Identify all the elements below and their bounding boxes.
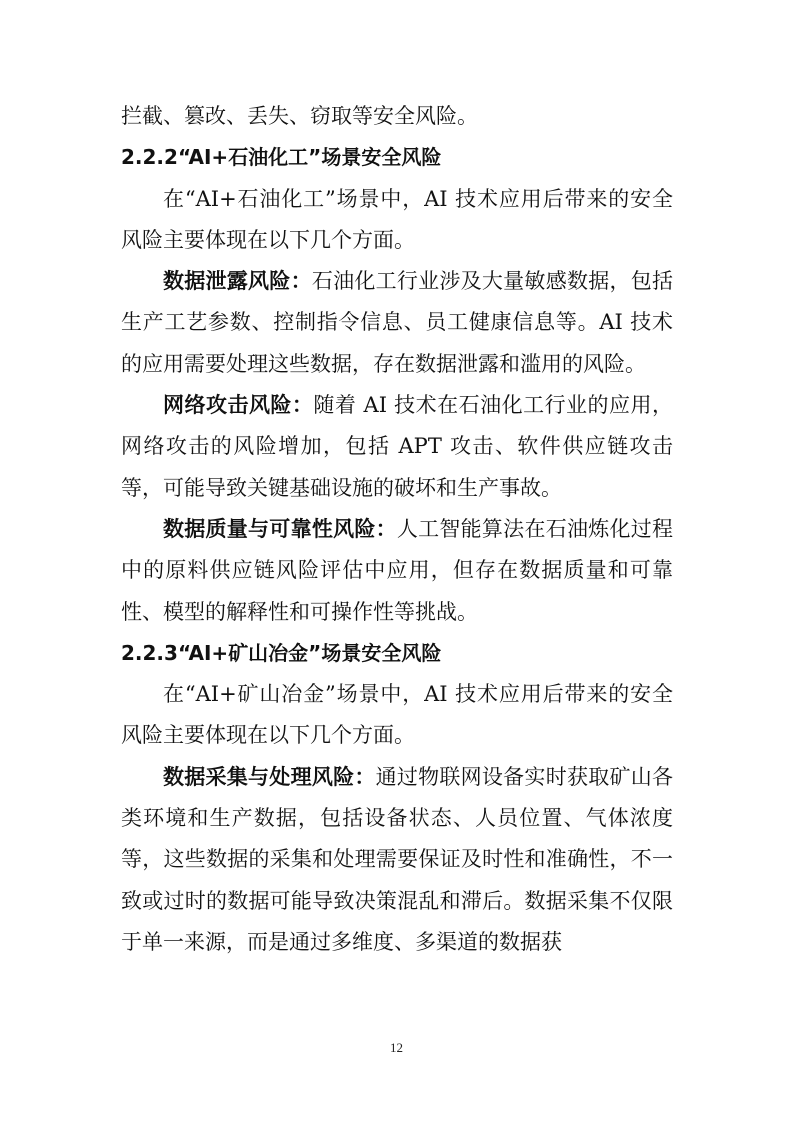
network-attack-risk-text: 随着 AI 技术在石油化工行业的应用，网络攻击的风险增加，包括 APT 攻击、软件供应链攻击等，可能导致关键基础设施的破坏和生产事故。 [121, 393, 673, 500]
data-collection-risk-text: 通过物联网设备实时获取矿山各类环境和生产数据，包括设备状态、人员位置、气体浓度等，这些数据的采集和处理需要保证及时性和准确性，不一致或过时的数据可能导致决策混乱和滞后。数据采集不仅限于单一来源，而是通过多维度、多渠道的数据获 [121, 764, 673, 954]
paragraph-network-attack-risk [121, 385, 673, 509]
network-attack-risk-label: 网络攻击风险： [163, 393, 314, 418]
paragraph-continuation: 拦截、篡改、丢失、窃取等安全风险。 [121, 104, 478, 128]
paragraph-data-leak-risk [121, 261, 673, 385]
paragraph-intro-petrochemical: 在“AI+石油化工”场景中，AI 技术应用后带来的安全风险主要体现在以下几个方面。 [121, 186, 673, 252]
paragraph-data-quality-risk [121, 509, 673, 633]
page-number: 12 [390, 1040, 403, 1055]
section-heading-2-2-2: 2.2.2“AI+石油化工”场景安全风险 [121, 145, 442, 170]
data-leak-risk-text: 石油化工行业涉及大量敏感数据，包括生产工艺参数、控制指令信息、员工健康信息等。AI 技术的应用需要处理这些数据，存在数据泄露和滥用的风险。 [121, 269, 674, 376]
paragraph-intro-mining: 在“AI+矿山冶金”场景中，AI 技术应用后带来的安全风险主要体现在以下几个方面。 [121, 682, 673, 748]
data-quality-risk-label: 数据质量与可靠性风险： [163, 516, 397, 541]
data-leak-risk-label: 数据泄露风险： [163, 269, 312, 294]
data-quality-risk-text: 人工智能算法在石油炼化过程中的原料供应链风险评估中应用，但存在数据质量和可靠性、模型的解释性和可操作性等挑战。 [121, 516, 674, 624]
paragraph-data-collection-risk [121, 757, 673, 963]
section-heading-2-2-3: 2.2.3“AI+矿山冶金”场景安全风险 [121, 640, 442, 665]
document-body [121, 96, 673, 963]
data-collection-risk-label: 数据采集与处理风险： [163, 764, 376, 789]
